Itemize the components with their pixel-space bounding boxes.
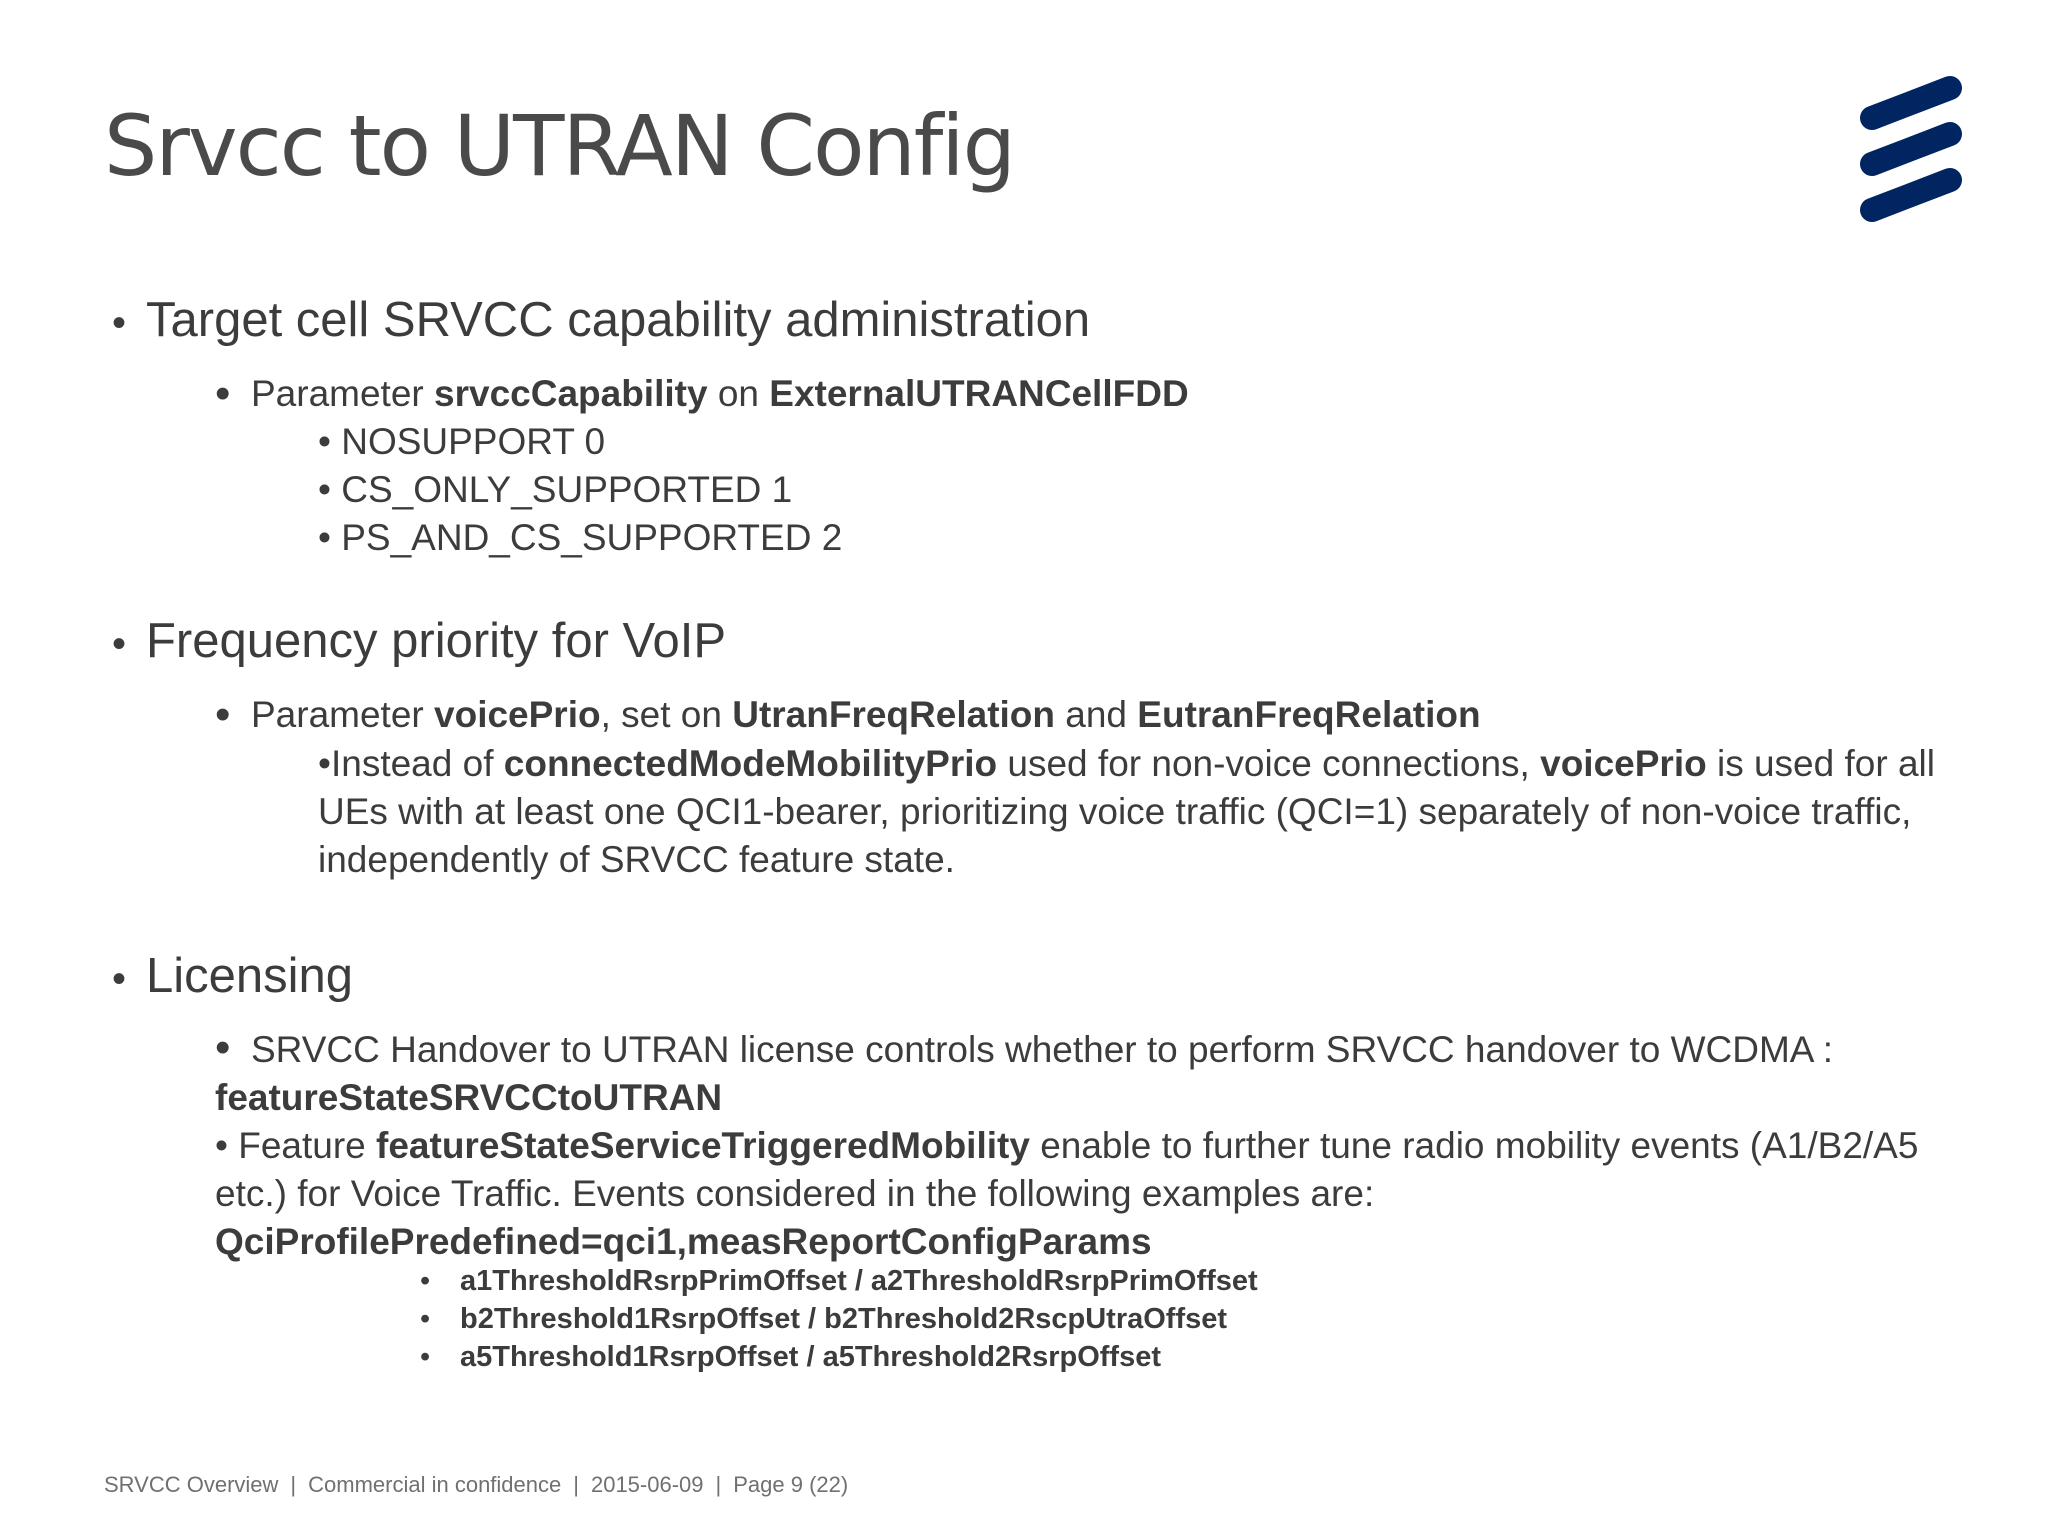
footer-doc: SRVCC Overview [104, 1472, 279, 1497]
bullet-icon: • [112, 301, 127, 345]
bullet-icon: • [215, 690, 231, 739]
qci-profile: QciProfilePredefined=qci1,measReportConfigParams [215, 1221, 1152, 1262]
event-item: • a1ThresholdRsrpPrimOffset / a2ThresholdRsrpPrimOffset [420, 1265, 1258, 1297]
feature-state-name: featureStateSRVCCtoUTRAN [215, 1077, 723, 1118]
param-name: srvccCapability [434, 373, 708, 414]
ericsson-logo-icon [1856, 74, 1966, 224]
licensing-details [215, 1024, 1975, 1266]
bullet-icon: • [215, 369, 231, 418]
param-mo: UtranFreqRelation [732, 694, 1055, 735]
slide-title: Srvcc to UTRAN Config [104, 97, 1014, 195]
section-heading-licensing: • Licensing [112, 949, 354, 1003]
event-item: • a5Threshold1RsrpOffset / a5Threshold2RsrpOffset [420, 1341, 1161, 1373]
slide-footer: SRVCC Overview | Commercial in confidence | 2015-06-09 | Page 9 (22) [104, 1472, 849, 1497]
param-line-voiceprio: • Parameter voicePrio, set on UtranFreqRelation and EutranFreqRelation [215, 690, 1481, 739]
footer-classification: Commercial in confidence [308, 1472, 562, 1497]
feature-name: featureStateServiceTriggeredMobility [376, 1125, 1030, 1166]
section-heading-capability: • Target cell SRVCC capability administration [112, 293, 1091, 347]
license-line: • SRVCC Handover to UTRAN license controls whether to perform SRVCC handover to WCDMA : [215, 1023, 1834, 1072]
bullet-icon: • [112, 957, 127, 1001]
param-name: voicePrio [434, 694, 601, 735]
voiceprio-description: •Instead of connectedModeMobilityPrio used for non-voice connections, voicePrio is used for all UEs with at least one QCI1-bearer, prioritizing voice traffic (QCI=1) separately of non-voice traffic, independently of SRVCC feature state. [318, 743, 1935, 880]
event-item: • b2Threshold1RsrpOffset / b2Threshold2RscpUtraOffset [420, 1303, 1228, 1335]
value-item: • PS_AND_CS_SUPPORTED 2 [318, 517, 843, 558]
value-item: • NOSUPPORT 0 [318, 421, 606, 462]
param-mo: ExternalUTRANCellFDD [769, 373, 1189, 414]
footer-date: 2015-06-09 [590, 1472, 704, 1497]
bullet-icon: • [112, 622, 127, 666]
value-item: • CS_ONLY_SUPPORTED 1 [318, 469, 793, 510]
param-line-capability: • Parameter srvccCapability on ExternalUTRANCellFDD [215, 369, 1189, 418]
footer-page: Page 9 (22) [733, 1472, 849, 1497]
feature-line: • Feature featureStateServiceTriggeredMobility enable to further tune radio mobility events (A1/B2/A5 etc.) for Voice Traffic. Events considered in the following examples are: [215, 1125, 1919, 1214]
bullet-icon: • [215, 1023, 231, 1072]
param-mo: EutranFreqRelation [1137, 694, 1481, 735]
section-heading-frequency: • Frequency priority for VoIP [112, 614, 727, 668]
